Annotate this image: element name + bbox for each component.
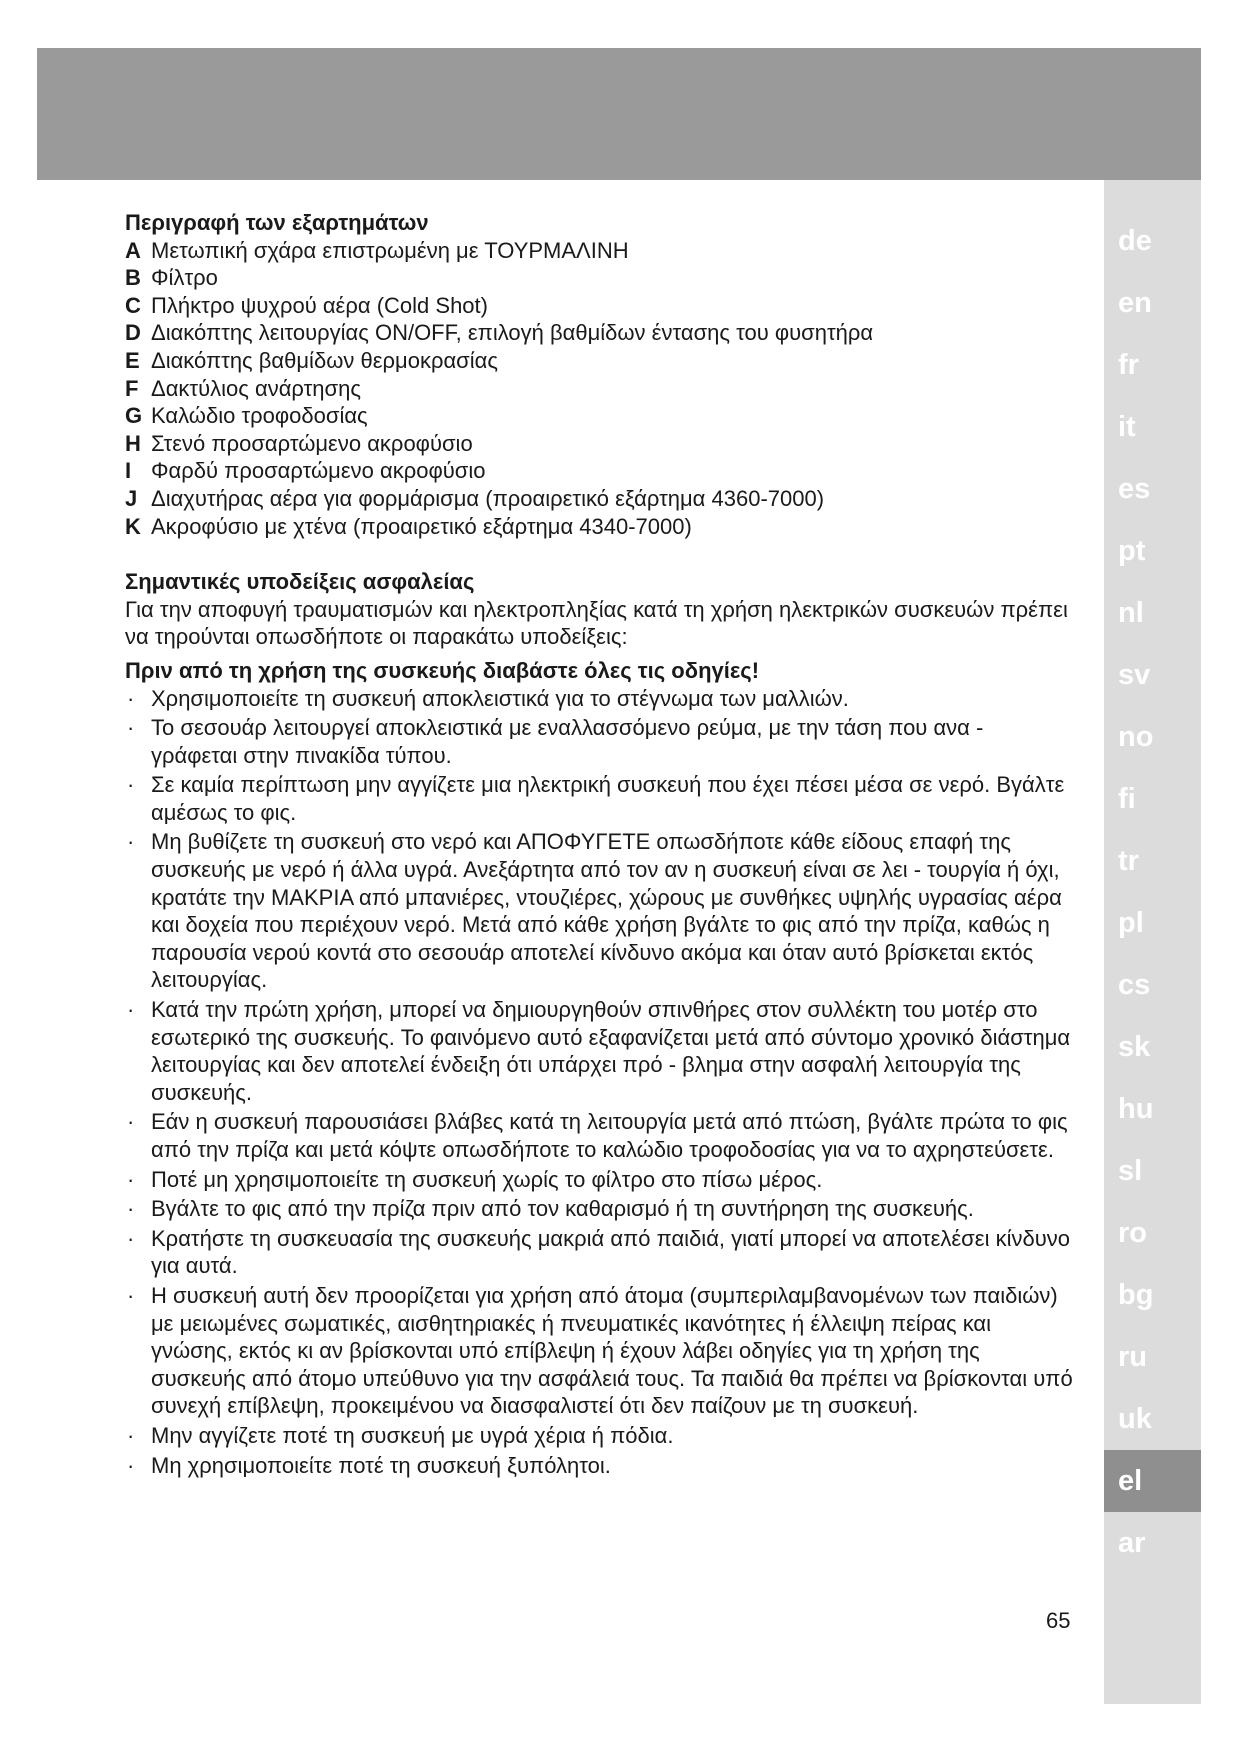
safety-bullet: · Βγάλτε το φις από την πρίζα πριν από τον καθαρισμό ή τη συντήρηση της συσκευής.	[125, 1195, 1075, 1223]
part-letter: I	[125, 458, 132, 484]
language-tab-pt[interactable]: pt	[1118, 534, 1146, 567]
language-tab-es[interactable]: es	[1118, 472, 1151, 505]
part-item	[125, 375, 1075, 403]
language-tab-nl[interactable]: nl	[1118, 596, 1144, 629]
part-text: Διακόπτης λειτουργίας ON/OFF, επιλογή βαθμίδων έντασης του φυσητήρα	[151, 320, 874, 346]
safety-bullet: · Σε καμία περίπτωση μην αγγίζετε μια ηλεκτρική συσκευή που έχει πέσει μέσα σε νερό. Βγάλτε αμέσως το φις.	[125, 771, 1075, 826]
safety-bullet: · Κατά την πρώτη χρήση, μπορεί να δημιουργηθούν σπινθήρες στον συλλέκτη του μοτέρ στο εσωτερικό της συσκευής. Το φαινόμενο αυτό εξαφανίζεται μετά από σύντομο χρονικό διάστημα λειτουργίας και δεν αποτελεί ένδειξη ότι υπάρχει πρό - βλημα στην ασφαλή λειτουργία της συσκευής.	[125, 996, 1075, 1106]
part-text: Διαχυτήρας αέρα για φορμάρισμα (προαιρετικό εξάρτημα 4360-7000)	[151, 485, 825, 511]
language-tab-it[interactable]: it	[1118, 410, 1136, 443]
part-text: Φαρδύ προσαρτώμενο ακροφύσιο	[151, 458, 486, 484]
language-tab-sv[interactable]: sv	[1118, 658, 1151, 691]
language-tab-fi[interactable]: fi	[1118, 782, 1136, 815]
language-tab-sk[interactable]: sk	[1118, 1030, 1151, 1063]
language-tab-bg[interactable]: bg	[1118, 1278, 1154, 1311]
header-band	[37, 48, 1201, 180]
safety-bullet: · Ποτέ μη χρησιμοποιείτε τη συσκευή χωρίς το φίλτρο στο πίσω μέρος.	[125, 1166, 1075, 1194]
part-letter: F	[125, 375, 139, 401]
part-letter: D	[125, 320, 141, 346]
safety-heading: Σημαντικές υποδείξεις ασφαλείας	[125, 569, 475, 595]
part-item	[125, 430, 1075, 458]
part-text: Πλήκτρο ψυχρού αέρα (Cold Shot)	[151, 292, 488, 318]
language-tab-de[interactable]: de	[1118, 224, 1152, 257]
safety-bullet: · Η συσκευή αυτή δεν προορίζεται για χρήση από άτομα (συμπεριλαμβανομένων των παιδιών) με μειωμένες σωματικές, αισθητηριακές ή πνευματικές ικανότητες ή έλλειψη πείρας και γνώσης, εκτός κι αν βρίσκονται υπό επίβλεψη ή έχουν λάβει οδηγίες για τη χρήση της συσκευής από άτομο υπεύθυνο για την ασφάλειά τους. Τα παιδιά θα πρέπει να βρίσκονται υπό συνεχή επίβλεψη, προκειμένου να διασφαλιστεί ότι δεν παίζουν με τη συσκευή.	[125, 1282, 1075, 1420]
language-tab-ar[interactable]: ar	[1118, 1526, 1146, 1559]
part-item	[125, 457, 1075, 485]
part-letter: C	[125, 292, 141, 318]
language-tab-tr[interactable]: tr	[1118, 844, 1139, 877]
main-content	[125, 209, 1075, 1481]
safety-bullet: · Εάν η συσκευή παρουσιάσει βλάβες κατά τη λειτουργία μετά από πτώση, βγάλτε πρώτα το φις από την πρίζα και μετά κόψτε οπωσδήποτε το καλώδιο τροφοδοσίας για να το αχρηστεύσετε.	[125, 1108, 1075, 1163]
language-tab-el[interactable]: el	[1104, 1450, 1201, 1512]
part-letter: K	[125, 513, 141, 539]
part-letter: G	[125, 403, 143, 429]
part-text: Μετωπική σχάρα επιστρωμένη με ΤΟΥΡΜΑΛΙΝΗ	[151, 237, 629, 263]
part-text: Φίλτρο	[151, 265, 218, 291]
safety-subheading: Πριν από τη χρήση της συσκευής διαβάστε όλες τις οδηγίες!	[125, 657, 760, 683]
language-tab-ru[interactable]: ru	[1118, 1340, 1147, 1373]
part-text: Καλώδιο τροφοδοσίας	[151, 403, 368, 429]
safety-bullet: · Χρησιμοποιείτε τη συσκευή αποκλειστικά για το στέγνωμα των μαλλιών.	[125, 685, 1075, 713]
part-text: Ακροφύσιο με χτένα (προαιρετικό εξάρτημα 4340-7000)	[151, 513, 692, 539]
safety-bullet: · Μην αγγίζετε ποτέ τη συσκευή με υγρά χέρια ή πόδια.	[125, 1422, 1075, 1450]
page-number: 65	[1046, 1608, 1071, 1633]
language-tab-uk[interactable]: uk	[1118, 1402, 1152, 1435]
parts-heading: Περιγραφή των εξαρτημάτων	[125, 210, 429, 235]
language-tab-sl[interactable]: sl	[1118, 1154, 1143, 1187]
part-letter: E	[125, 347, 140, 373]
part-item	[125, 264, 1075, 292]
language-tab-no[interactable]: no	[1118, 720, 1154, 753]
part-text: Δακτύλιος ανάρτησης	[151, 375, 361, 401]
part-letter: J	[125, 485, 138, 511]
language-tab-en[interactable]: en	[1118, 286, 1152, 319]
safety-bullet: · Το σεσουάρ λειτουργεί αποκλειστικά με εναλλασσόμενο ρεύμα, με την τάση που ανα - γράφεται στην πινακίδα τύπου.	[125, 714, 1075, 769]
part-item	[125, 402, 1075, 430]
part-text: Στενό προσαρτώμενο ακροφύσιο	[151, 430, 473, 456]
part-letter: A	[125, 237, 141, 263]
part-letter: B	[125, 265, 141, 291]
language-tab-ro[interactable]: ro	[1118, 1216, 1147, 1249]
part-item	[125, 485, 1075, 513]
safety-bullet: · Μη χρησιμοποιείτε ποτέ τη συσκευή ξυπόλητοι.	[125, 1452, 1075, 1480]
part-item	[125, 347, 1075, 375]
safety-bullet: · Κρατήστε τη συσκευασία της συσκευής μακριά από παιδιά, γιατί μπορεί να αποτελέσει κίνδυνο για αυτά.	[125, 1225, 1075, 1280]
safety-bullet: · Μη βυθίζετε τη συσκευή στο νερό και ΑΠΟΦΥΓΕΤΕ οπωσδήποτε κάθε είδους επαφή της συσκευής με νερό ή άλλα υγρά. Ανεξάρτητα από τον αν η συσκευή είναι σε λει - τουργία ή όχι, κρατάτε την ΜΑΚΡΙΑ από μπανιέρες, ντουζιέρες, χώρους με συνθήκες υψηλής υγρασίας αέρα και δοχεία που περιέχουν νερό. Μετά από κάθε χρήση βγάλτε το φις από την πρίζα, καθώς η παρουσία νερού κοντά στο σεσουάρ αποτελεί κίνδυνο ακόμα και όταν αυτό βρίσκεται εκτός λειτουργίας.	[125, 828, 1075, 994]
safety-bullet-list	[125, 685, 1075, 1480]
language-tab-hu[interactable]: hu	[1118, 1092, 1154, 1125]
language-tab-pl[interactable]: pl	[1118, 906, 1144, 939]
language-tab-cs[interactable]: cs	[1118, 968, 1151, 1001]
safety-intro: Για την αποφυγή τραυματισμών και ηλεκτροπληξίας κατά τη χρήση ηλεκτρικών συσκευών πρέπει να τηρούνται οπωσδήποτε οι παρακάτω υποδείξεις:	[125, 596, 1068, 650]
part-letter: H	[125, 430, 141, 456]
part-item	[125, 237, 1075, 265]
part-item	[125, 292, 1075, 320]
parts-list	[125, 237, 1075, 541]
part-item	[125, 513, 1075, 541]
part-item	[125, 319, 1075, 347]
part-text: Διακόπτης βαθμίδων θερμοκρασίας	[151, 347, 498, 373]
language-tab-fr[interactable]: fr	[1118, 348, 1139, 381]
